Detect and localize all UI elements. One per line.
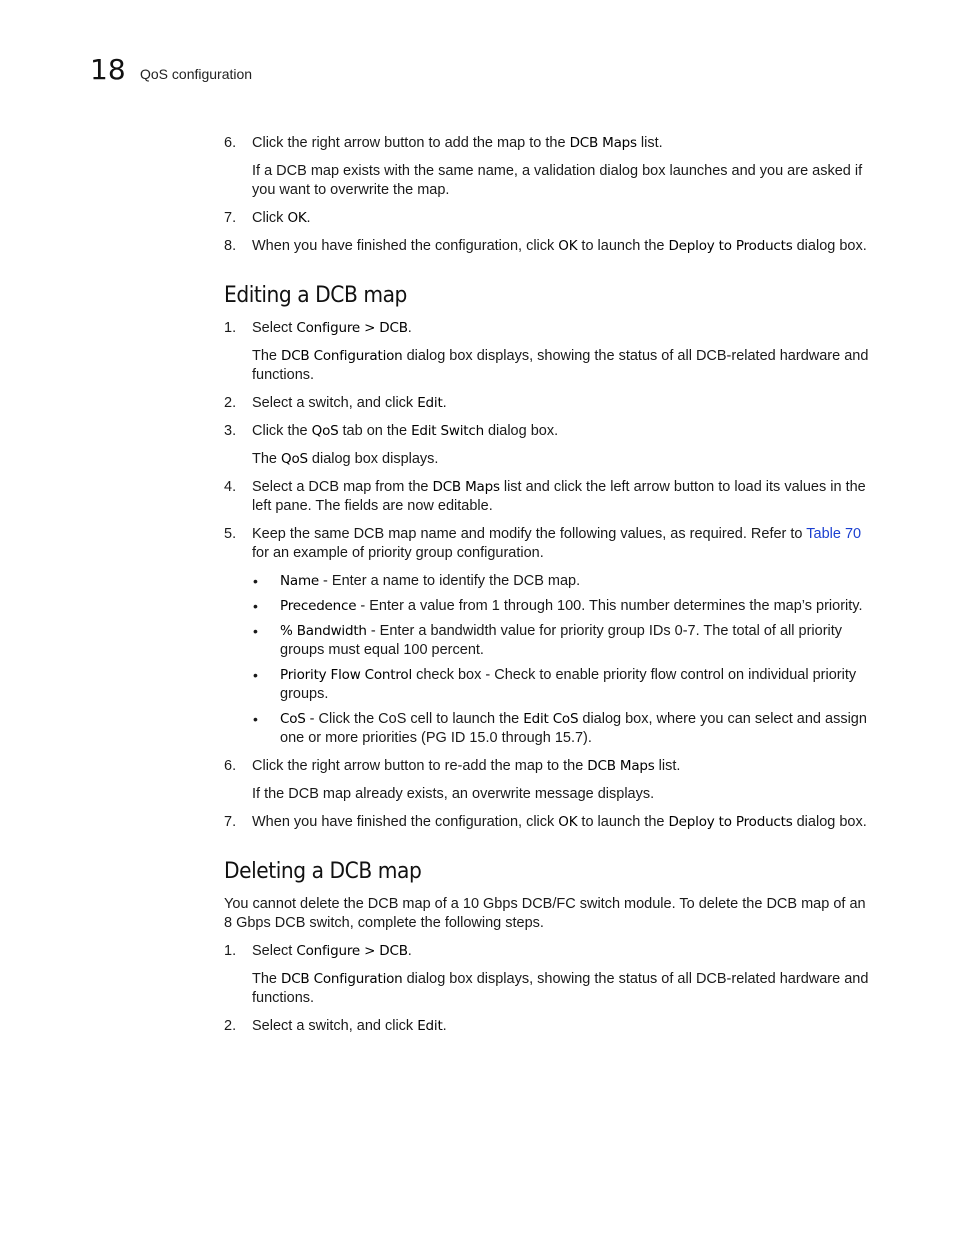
chapter-number: 18 [90,53,126,86]
step-item: 7. Click OK. [224,210,311,226]
list-item: • Name - Enter a name to identify the DCB map. [253,573,581,589]
step-item: 7. When you have finished the configuration, click OK to launch the Deploy to Products dialog box. [224,814,867,830]
step-note: If a DCB map exists with the same name, a validation dialog box launches and you are asked if you want to overwrite the map. [252,163,863,198]
step-note: The DCB Configuration dialog box displays, showing the status of all DCB-related hardware and functions. [252,971,869,1006]
step-note: If the DCB map already exists, an overwrite message displays. [252,786,655,802]
step-item: 1. Select Configure > DCB. [224,320,412,336]
chapter-title: QoS configuration [140,66,253,82]
step-item: 4. Select a DCB map from the DCB Maps list and click the left arrow button to load its values in the left pane. The fields are now editable. [224,479,866,514]
bullet-icon: • [253,573,258,589]
bullet-icon: • [253,623,258,639]
list-item: • CoS - Click the CoS cell to launch the Edit CoS dialog box, where you can select and assign one or more priorities (PG ID 15.0 through 15.7). [253,711,867,746]
step-item: 3. Click the QoS tab on the Edit Switch dialog box. [224,423,559,439]
section-heading-editing: Editing a DCB map [224,283,407,308]
step-item: 2. Select a switch, and click Edit. [224,1018,447,1034]
step-item: 1. Select Configure > DCB. [224,943,412,959]
bullet-icon: • [253,667,258,683]
bullet-list [224,572,869,748]
bullet-icon: • [253,711,258,727]
step-item: 6. Click the right arrow button to add the map to the DCB Maps list. [224,135,663,151]
list-item: • % Bandwidth - Enter a bandwidth value for priority group IDs 0-7. The total of all priority groups must equal 100 percent. [253,623,843,658]
step-item: 2. Select a switch, and click Edit. [224,395,447,411]
bullet-icon: • [253,598,258,614]
step-item: 8. When you have finished the configuration, click OK to launch the Deploy to Products dialog box. [224,238,867,254]
step-note: The QoS dialog box displays. [252,451,439,467]
list-item: • Priority Flow Control check box - Check to enable priority flow control on individual priority groups. [253,667,857,702]
page-content [224,134,869,1045]
section-intro: You cannot delete the DCB map of a 10 Gbps DCB/FC switch module. To delete the DCB map of an 8 Gbps DCB switch, complete the following steps. [224,896,866,931]
list-item: • Precedence - Enter a value from 1 through 100. This number determines the map’s priority. [253,598,863,614]
step-note: The DCB Configuration dialog box displays, showing the status of all DCB-related hardware and functions. [252,348,869,383]
step-item: 6. Click the right arrow button to re-add the map to the DCB Maps list. [224,758,681,774]
step-item: 5. Keep the same DCB map name and modify the following values, as required. Refer to Table 70 for an example of priority group configuration. [224,526,862,561]
table-70-link[interactable]: Table 70 [806,526,862,542]
section-heading-deleting: Deleting a DCB map [224,859,422,884]
